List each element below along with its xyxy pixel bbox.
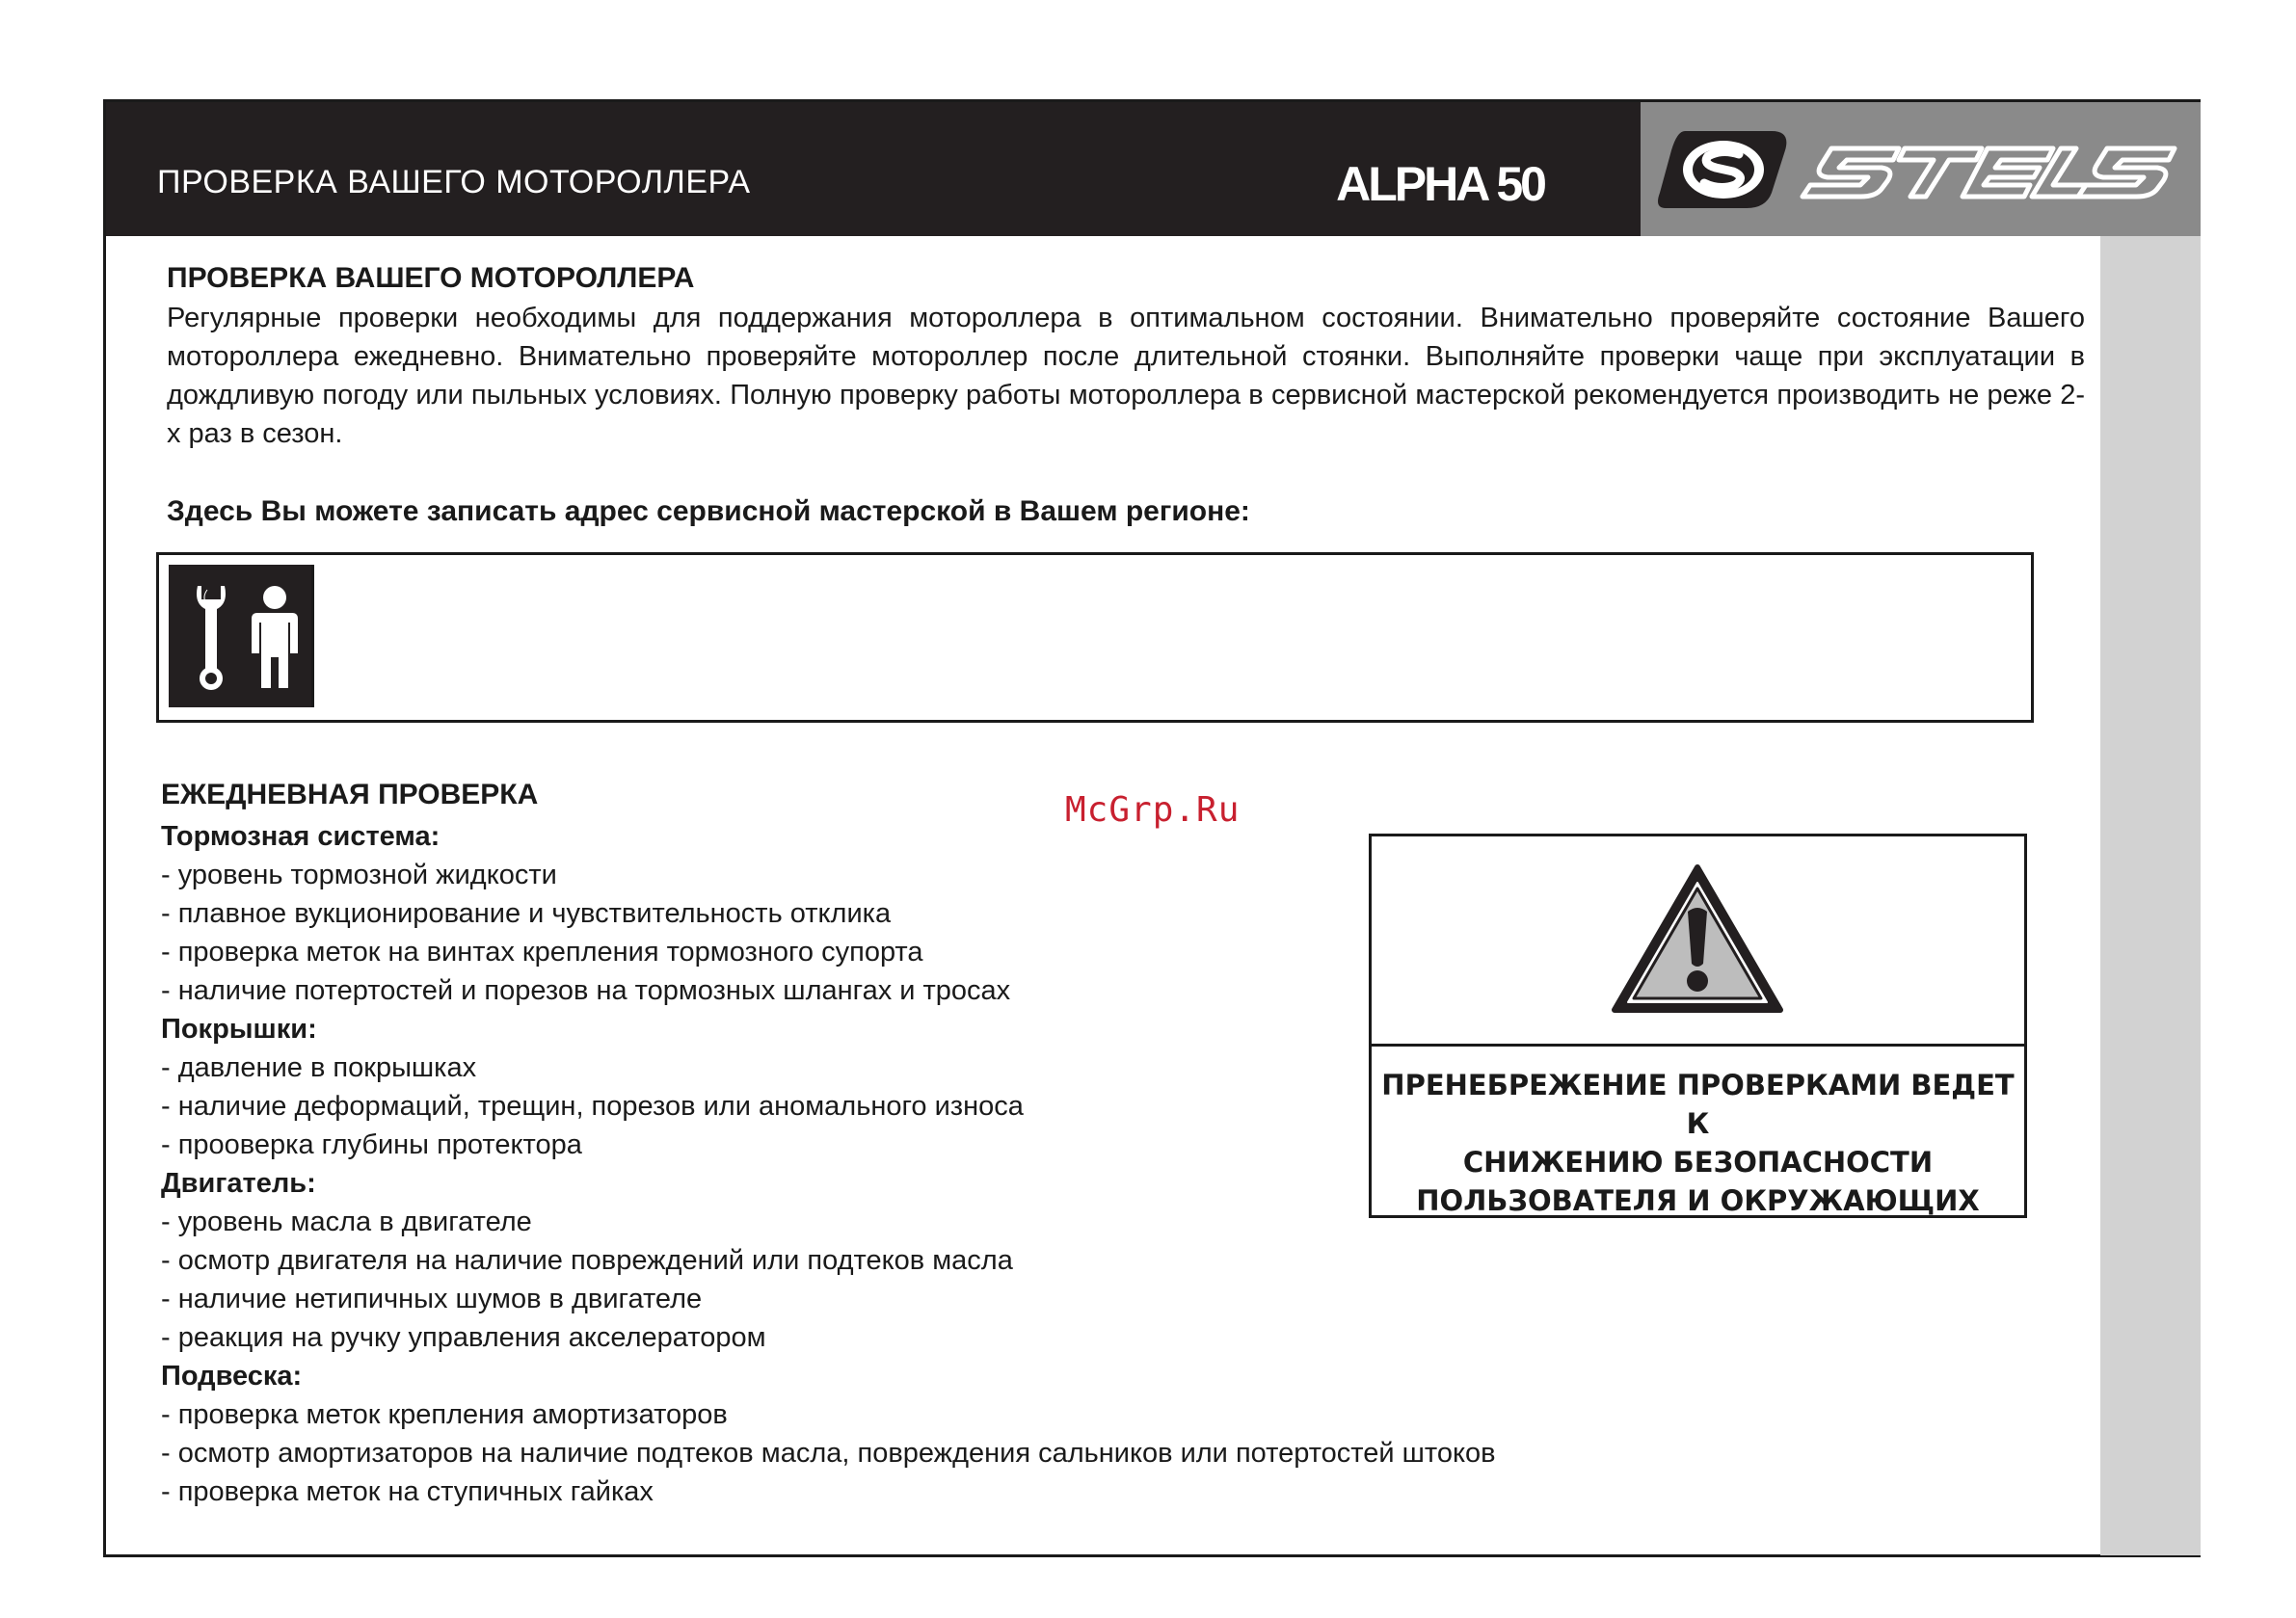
- list-item: - давление в покрышках: [161, 1052, 477, 1083]
- warning-text: [1372, 1066, 2024, 1220]
- warning-icon-area: [1372, 836, 2024, 1047]
- daily-check-title: ЕЖЕДНЕВНАЯ ПРОВЕРКА: [161, 779, 539, 810]
- list-item: - осмотр амортизаторов на наличие подтеков масла, повреждения сальников или потертостей штоков: [161, 1438, 1496, 1469]
- address-write-in-box: [156, 552, 2034, 723]
- list-item: - наличие потертостей и порезов на тормозных шлангах и тросах: [161, 975, 1011, 1006]
- warning-line: ПРЕНЕБРЕЖЕНИЕ ПРОВЕРКАМИ ВЕДЕТ К: [1381, 1069, 2015, 1140]
- service-mechanic-icon: [169, 565, 314, 707]
- section-suspension: Подвеска:: [161, 1361, 303, 1392]
- list-item: - проверка меток на винтах крепления тормозного супорта: [161, 937, 923, 968]
- list-item: - осмотр двигателя на наличие повреждений или подтеков масла: [161, 1245, 1013, 1276]
- list-item: - проверка меток крепления амортизаторов: [161, 1399, 728, 1430]
- header-bar: [106, 102, 1641, 236]
- list-item: - уровень масла в двигателе: [161, 1207, 532, 1237]
- address-label: Здесь Вы можете записать адрес сервисной мастерской в Вашем регионе:: [167, 495, 1250, 527]
- list-item: - прооверка глубины протектора: [161, 1129, 582, 1160]
- list-item: - наличие нетипичных шумов в двигателе: [161, 1284, 703, 1314]
- intro-heading: ПРОВЕРКА ВАШЕГО МОТОРОЛЛЕРА: [167, 262, 695, 294]
- list-item: - реакция на ручку управления акселератором: [161, 1322, 766, 1353]
- section-tires: Покрышки:: [161, 1014, 317, 1045]
- list-item: - уровень тормозной жидкости: [161, 860, 557, 890]
- model-name: ALPHA 50: [1336, 157, 1544, 211]
- daily-check-list: [161, 817, 1496, 1511]
- list-item: - наличие деформаций, трещин, порезов или аномального износа: [161, 1091, 1024, 1122]
- intro-paragraph: Регулярные проверки необходимы для поддержания мотороллера в оптимальном состоянии. Внимательно проверяйте состояние Вашего мотороллера ежедневно. Внимательно проверяйте мотороллер после длительной стоянки. Выполняйте проверки чаще при эксплуатации в дождливую погоду или пыльных условиях. Полную проверку работы мотороллера в сервисной мастерской рекомендуется производить не реже 2-х раз в сезон.: [167, 303, 2085, 449]
- warning-line: ПОЛЬЗОВАТЕЛЯ И ОКРУЖАЮЩИХ: [1416, 1184, 1980, 1217]
- list-item: - проверка меток на ступичных гайках: [161, 1476, 654, 1507]
- page-frame: [103, 99, 2201, 1557]
- warning-triangle-icon: [1609, 862, 1786, 1018]
- warning-line: СНИЖЕНИЮ БЕЗОПАСНОСТИ: [1462, 1146, 1934, 1179]
- stels-logo-icon: [1658, 125, 2178, 214]
- section-brakes: Тормозная система:: [161, 821, 441, 852]
- brand-logo-area: [1641, 102, 2201, 236]
- warning-box: [1369, 834, 2027, 1218]
- list-item: - плавное вукционирование и чувствительность отклика: [161, 898, 892, 929]
- section-engine: Двигатель:: [161, 1168, 316, 1199]
- side-gray-bar: [2100, 236, 2201, 1555]
- intro-text: [167, 299, 2085, 453]
- header-title: ПРОВЕРКА ВАШЕГО МОТОРОЛЛЕРА: [157, 164, 751, 200]
- watermark-link[interactable]: McGrp.Ru: [1065, 790, 1241, 830]
